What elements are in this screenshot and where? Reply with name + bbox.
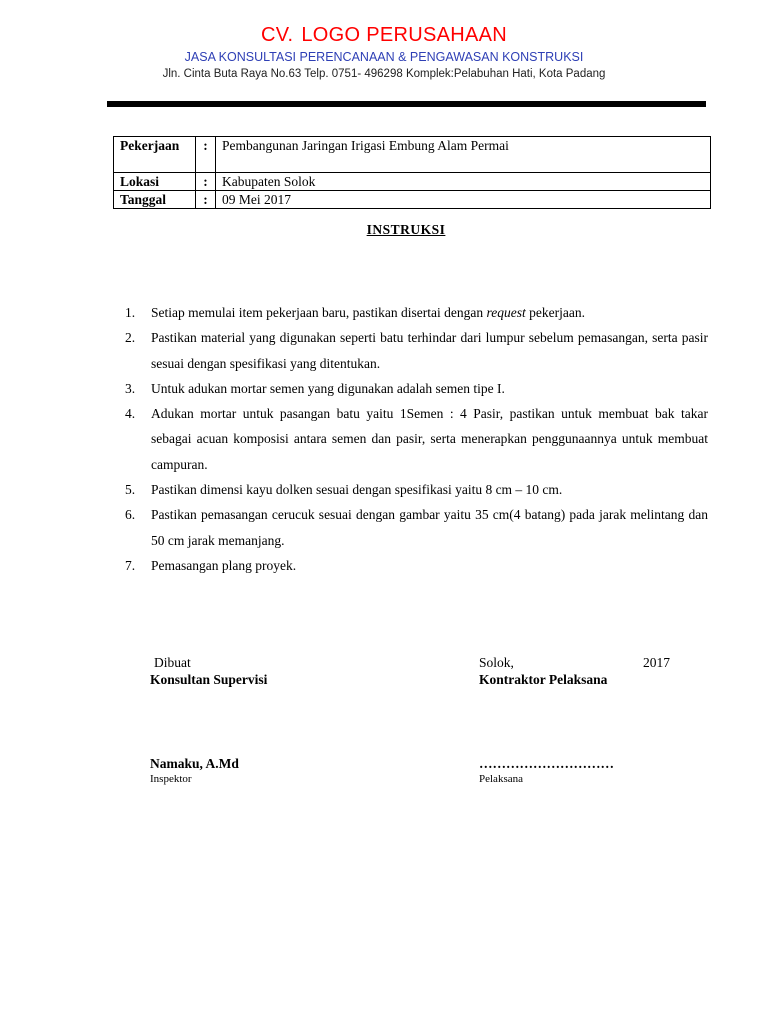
item-text: Pastikan dimensi kayu dolken sesuai dengan spesifikasi yaitu 8 cm – 10 cm.: [151, 482, 563, 498]
info-value: 09 Mei 2017: [216, 191, 711, 209]
instruction-list: [125, 300, 708, 578]
info-colon: :: [196, 191, 216, 209]
header-divider: [107, 101, 706, 107]
letterhead: [0, 22, 768, 82]
sig-left-name: Namaku, A.Md: [150, 756, 239, 771]
info-label: Lokasi: [114, 173, 196, 191]
item-number: 2.: [125, 330, 136, 346]
item-text: Pastikan material yang digunakan seperti batu terhindar dari lumpur sebelum pemasangan, serta pasir sesuai dengan spesifikasi yang ditentukan.: [151, 330, 708, 371]
sig-right-year: 2017: [643, 655, 670, 670]
company-prefix: CV.: [260, 24, 294, 46]
info-row-tanggal: [114, 191, 711, 209]
item-text: Adukan mortar untuk pasangan batu yaitu 1Semen : 4 Pasir, pastikan untuk membuat bak takar sebagai acuan komposisi antara semen dan pasir, serta menerapkan penggunaannya untuk membuat campuran.: [151, 406, 708, 472]
sig-right-role: Kontraktor Pelaksana: [479, 672, 608, 687]
info-table: [113, 136, 711, 209]
company-address: Jln. Cinta Buta Raya No.63 Telp. 0751- 496298 Komplek:Pelabuhan Hati, Kota Padang: [162, 68, 606, 80]
sig-left-title: Inspektor: [150, 773, 192, 785]
list-item: [125, 376, 708, 401]
item-text-after: pekerjaan.: [525, 305, 585, 320]
sig-right-name: …………………………: [479, 756, 614, 771]
sig-left-caption: Dibuat: [154, 655, 191, 670]
info-label: Tanggal: [114, 191, 196, 209]
item-text: Untuk adukan mortar semen yang digunakan adalah semen tipe I.: [151, 380, 505, 396]
list-item: [125, 300, 708, 325]
info-label: Pekerjaan: [114, 137, 196, 173]
company-services: JASA KONSULTASI PERENCANAAN & PENGAWASAN KONSTRUKSI: [184, 50, 584, 64]
info-colon: :: [196, 137, 216, 173]
item-number: 1.: [125, 305, 136, 320]
item-text: Pemasangan plang proyek.: [151, 557, 297, 573]
item-text: Pastikan pemasangan cerucuk sesuai dengan gambar yaitu 35 cm(4 batang) pada jarak melintang dan 50 cm jarak memanjang.: [151, 507, 708, 548]
info-colon: :: [196, 173, 216, 191]
list-item: [125, 401, 708, 477]
list-item: [125, 553, 708, 578]
list-item: [125, 325, 708, 376]
item-text-before: Setiap memulai item pekerjaan baru, pastikan disertai dengan: [151, 305, 487, 320]
document-title: INSTRUKSI: [366, 222, 446, 237]
list-item: [125, 502, 708, 553]
item-text-italic: request: [486, 305, 526, 320]
list-item: [125, 477, 708, 502]
company-title: LOGO PERUSAHAAN: [301, 24, 508, 46]
item-number: 7.: [125, 557, 136, 573]
info-value: Kabupaten Solok: [216, 173, 711, 191]
item-number: 6.: [125, 507, 136, 523]
item-number: 4.: [125, 406, 136, 422]
item-number: 5.: [125, 482, 136, 498]
sig-right-place: Solok,: [479, 655, 514, 670]
sig-left-role: Konsultan Supervisi: [150, 672, 268, 687]
item-number: 3.: [125, 380, 136, 396]
info-row-pekerjaan: [114, 137, 711, 173]
company-name: [0, 22, 768, 48]
info-row-lokasi: [114, 173, 711, 191]
sig-right-title: Pelaksana: [479, 773, 523, 785]
item-text: [151, 300, 708, 325]
info-value: Pembangunan Jaringan Irigasi Embung Alam Permai: [216, 137, 711, 173]
